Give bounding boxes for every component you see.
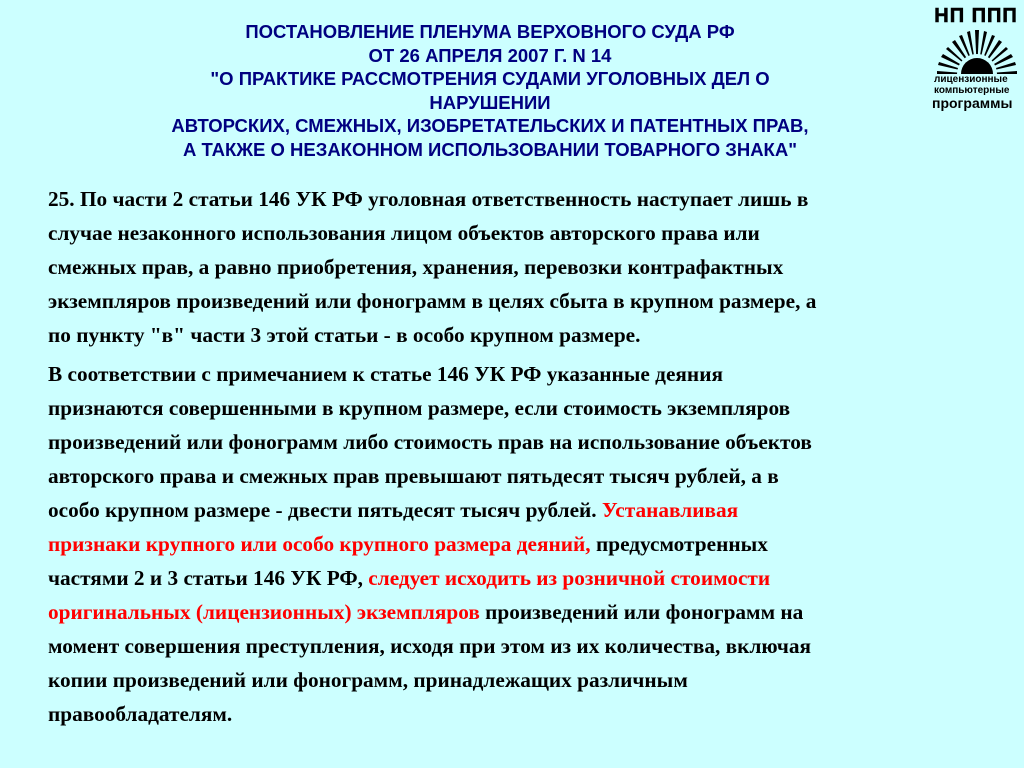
- text-line: экземпляров произведений или фонограмм в целях сбыта в крупном размере, а: [48, 289, 817, 313]
- paragraph-25: [48, 182, 988, 352]
- text-line: произведений или фонограмм либо стоимость прав на использование объектов: [48, 430, 812, 454]
- text-line: авторского права и смежных прав превышают пятьдесят тысяч рублей, а в: [48, 464, 779, 488]
- text-segment: особо крупном размере - двести пятьдесят тысяч рублей.: [48, 498, 602, 522]
- logo-text-line: лицензионные: [934, 74, 1008, 85]
- title-line: ОТ 26 АПРЕЛЯ 2007 Г. N 14: [368, 44, 612, 66]
- text-line: признаются совершенными в крупном размере, если стоимость экземпляров: [48, 396, 791, 420]
- paragraph-note: [48, 357, 988, 731]
- text-segment: произведений или фонограмм на: [479, 600, 804, 624]
- logo-abbreviation: НП ППП: [934, 5, 1018, 27]
- text-line: копии произведений или фонограмм, принадлежащих различным: [48, 668, 688, 692]
- highlighted-text: оригинальных (лицензионных) экземпляров: [48, 600, 480, 624]
- text-line: В соответствии с примечанием к статье 146 УК РФ указанные деяния: [48, 362, 723, 386]
- text-line: [48, 561, 988, 595]
- text-line: [48, 527, 988, 561]
- title-line: АВТОРСКИХ, СМЕЖНЫХ, ИЗОБРЕТАТЕЛЬСКИХ И ПАТЕНТНЫХ ПРАВ,: [171, 115, 809, 136]
- title-line: "О ПРАКТИКЕ РАССМОТРЕНИЯ СУДАМИ УГОЛОВНЫХ ДЕЛ О: [210, 68, 770, 89]
- sunburst-icon: [934, 30, 1020, 74]
- title-line: ПОСТАНОВЛЕНИЕ ПЛЕНУМА ВЕРХОВНОГО СУДА РФ: [245, 21, 735, 42]
- npppp-logo: [930, 4, 1022, 112]
- highlighted-text: Устанавливая: [601, 498, 739, 522]
- text-line: правообладателям.: [48, 702, 233, 726]
- document-body: [48, 182, 988, 731]
- title-line: НАРУШЕНИИ: [429, 91, 551, 113]
- text-line: смежных прав, а равно приобретения, хранения, перевозки контрафактных: [48, 255, 784, 279]
- logo-text-line: компьютерные: [934, 85, 1010, 96]
- text-line: случае незаконного использования лицом объектов авторского права или: [48, 221, 760, 245]
- highlighted-text: признаки крупного или особо крупного размера деяний,: [48, 532, 591, 556]
- text-segment: частями 2 и 3 статьи 146 УК РФ,: [48, 566, 369, 590]
- logo-text-line: программы: [932, 95, 1013, 111]
- text-segment: предусмотренных: [590, 532, 768, 556]
- text-line: 25. По части 2 статьи 146 УК РФ уголовная ответственность наступает лишь в: [48, 187, 809, 211]
- title-line: А ТАКЖЕ О НЕЗАКОННОМ ИСПОЛЬЗОВАНИИ ТОВАРНОГО ЗНАКА": [183, 138, 797, 160]
- highlighted-text: следует исходить из розничной стоимости: [368, 566, 771, 590]
- text-line: по пункту "в" части 3 этой статьи - в особо крупном размере.: [48, 323, 641, 347]
- page-title: [90, 20, 890, 161]
- text-line: [48, 595, 988, 629]
- text-line: момент совершения преступления, исходя при этом из их количества, включая: [48, 634, 812, 658]
- text-line: [48, 493, 988, 527]
